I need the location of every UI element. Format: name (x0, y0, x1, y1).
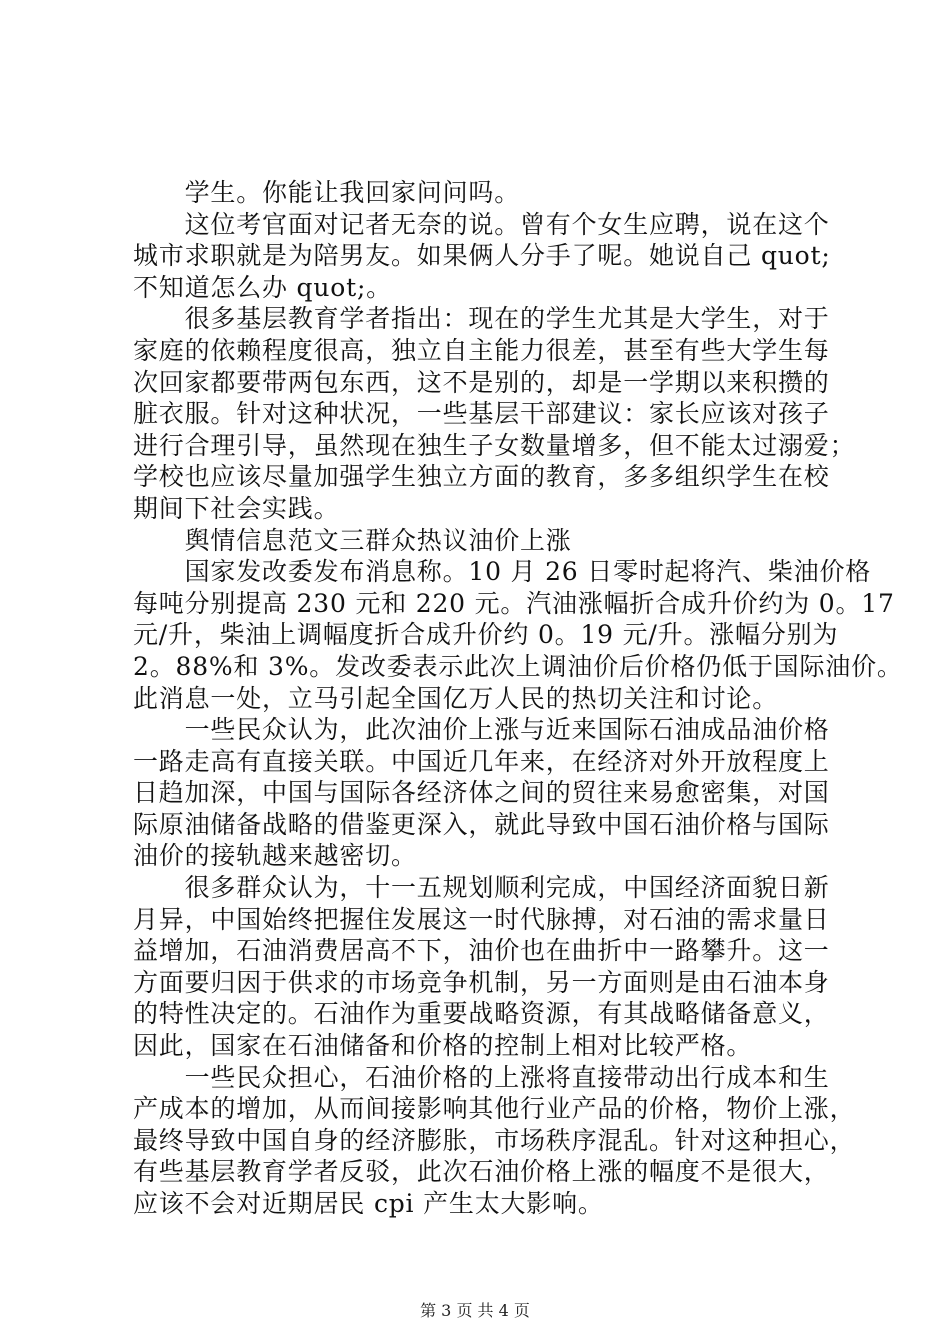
text-line: 不知道怎么办 quot;。 (133, 272, 392, 302)
text-line: 有些基层教育学者反驳，此次石油价格上涨的幅度不是很大， (133, 1157, 830, 1187)
text-line: 益增加，石油消费居高不下，油价也在曲折中一路攀升。这一 (133, 936, 830, 966)
text-line: 2。88%和 3%。发改委表示此次上调油价后价格仍低于国际油价。 (133, 651, 903, 681)
text-line: 这位考官面对记者无奈的说。曾有个女生应聘，说在这个 (133, 209, 830, 239)
text-line: 一些民众担心，石油价格的上涨将直接带动出行成本和生 (133, 1062, 830, 1092)
text-line: 的特性决定的。石油作为重要战略资源，有其战略储备意义， (133, 999, 830, 1029)
text-line: 因此，国家在石油储备和价格的控制上相对比较严格。 (133, 1031, 753, 1061)
text-line: 很多基层教育学者指出：现在的学生尤其是大学生，对于 (133, 304, 830, 334)
text-line: 每吨分别提高 230 元和 220 元。汽油涨幅折合成升价约为 0。17 (133, 588, 895, 618)
text-line: 方面要归因于供求的市场竞争机制，另一方面则是由石油本身 (133, 967, 830, 997)
text-line: 学校也应该尽量加强学生独立方面的教育，多多组织学生在校 (133, 462, 830, 492)
text-line: 国家发改委发布消息称。10 月 26 日零时起将汽、柴油价格 (133, 557, 872, 587)
body-text (133, 177, 903, 1220)
text-line: 期间下社会实践。 (133, 493, 340, 523)
text-line: 油价的接轨越来越密切。 (133, 841, 417, 871)
text-line: 一些民众认为，此次油价上涨与近来国际石油成品油价格 (133, 715, 830, 745)
text-line: 学生。你能让我回家问问吗。 (133, 178, 521, 207)
text-line: 产成本的增加，从而间接影响其他行业产品的价格，物价上涨， (133, 1094, 856, 1124)
text-line: 很多群众认为，十一五规划顺利完成，中国经济面貌日新 (133, 873, 830, 903)
text-line: 舆情信息范文三群众热议油价上涨 (133, 525, 572, 555)
text-line: 月异，中国始终把握住发展这一时代脉搏，对石油的需求量日 (133, 904, 830, 934)
text-line: 元/升，柴油上调幅度折合成升价约 0。19 元/升。涨幅分别为 (133, 620, 839, 650)
text-line: 此消息一处，立马引起全国亿万人民的热切关注和讨论。 (133, 683, 779, 713)
text-line: 最终导致中国自身的经济膨胀，市场秩序混乱。针对这种担心， (133, 1125, 856, 1155)
text-line: 应该不会对近期居民 cpi 产生太大影响。 (133, 1189, 604, 1218)
text-line: 城市求职就是为陪男友。如果俩人分手了呢。她说自己 quot; (133, 241, 831, 271)
text-line: 际原油储备战略的借鉴更深入，就此导致中国石油价格与国际 (133, 809, 830, 839)
text-line: 进行合理引导，虽然现在独生子女数量增多，但不能太过溺爱； (133, 430, 856, 460)
text-line: 脏衣服。针对这种状况，一些基层干部建议：家长应该对孩子 (133, 399, 830, 429)
text-line: 次回家都要带两包东西，这不是别的，却是一学期以来积攒的 (133, 367, 830, 397)
text-line: 日趋加深，中国与国际各经济体之间的贸往来易愈密集，对国 (133, 778, 830, 808)
page-footer: 第 3 页 共 4 页 (420, 1301, 530, 1320)
text-line: 家庭的依赖程度很高，独立自主能力很差，甚至有些大学生每 (133, 335, 830, 365)
text-line: 一路走高有直接关联。中国近几年来，在经济对外开放程度上 (133, 746, 830, 776)
